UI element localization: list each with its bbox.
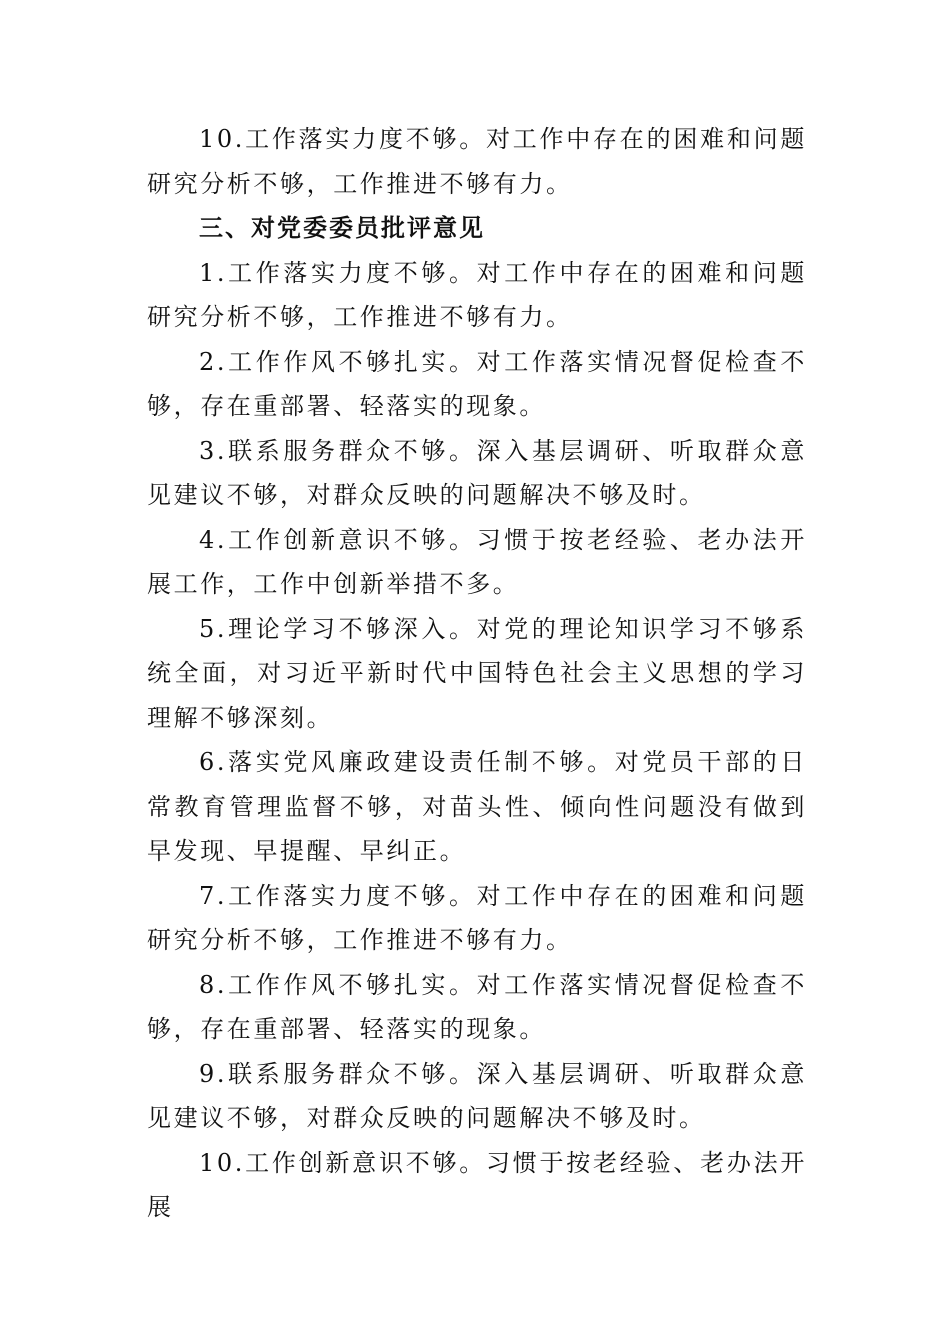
paragraph-item-6: 6.落实党风廉政建设责任制不够。对党员干部的日常教育管理监督不够，对苗头性、倾向性问题没有做到早发现、早提醒、早纠正。 [147,748,807,865]
document-body [147,117,807,1230]
paragraph-item-9: 9.联系服务群众不够。深入基层调研、听取群众意见建议不够，对群众反映的问题解决不够及时。 [147,1059,807,1132]
paragraph-item-3: 3.联系服务群众不够。深入基层调研、听取群众意见建议不够，对群众反映的问题解决不够及时。 [147,436,807,509]
paragraph-item-2: 2.工作作风不够扎实。对工作落实情况督促检查不够，存在重部署、轻落实的现象。 [147,347,807,420]
paragraph-item-10-prev: 10.工作落实力度不够。对工作中存在的困难和问题研究分析不够，工作推进不够有力。 [147,125,807,198]
paragraph-item-10: 10.工作创新意识不够。习惯于按老经验、老办法开展 [147,1148,807,1221]
paragraph-item-4: 4.工作创新意识不够。习惯于按老经验、老办法开展工作，工作中创新举措不多。 [147,525,807,598]
section-heading: 三、对党委委员批评意见 [199,214,485,242]
paragraph-item-1: 1.工作落实力度不够。对工作中存在的困难和问题研究分析不够，工作推进不够有力。 [147,258,807,331]
paragraph-item-8: 8.工作作风不够扎实。对工作落实情况督促检查不够，存在重部署、轻落实的现象。 [147,970,807,1043]
paragraph-item-5: 5.理论学习不够深入。对党的理论知识学习不够系统全面，对习近平新时代中国特色社会主义思想的学习理解不够深刻。 [147,614,807,732]
paragraph-item-7: 7.工作落实力度不够。对工作中存在的困难和问题研究分析不够，工作推进不够有力。 [147,881,807,954]
